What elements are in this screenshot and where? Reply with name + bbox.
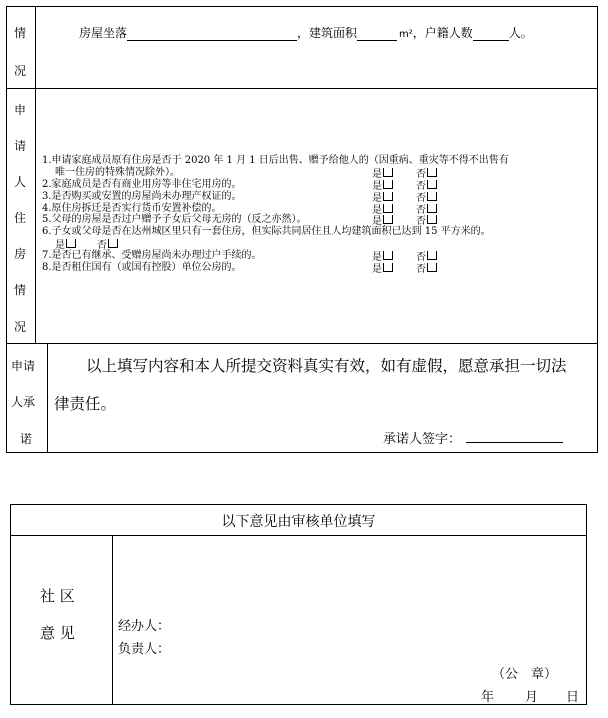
- yes-option[interactable]: 是: [55, 239, 76, 251]
- yes-option[interactable]: 是: [372, 263, 393, 275]
- review-title: 以下意见由审核单位填写: [221, 514, 376, 530]
- section1-label-char: 况: [13, 64, 26, 78]
- yes-checkbox[interactable]: [383, 251, 393, 260]
- table1-divider-label2: [47, 343, 48, 453]
- yes-checkbox[interactable]: [383, 204, 393, 213]
- no-checkbox[interactable]: [427, 204, 437, 213]
- official-seal-label: （公 章）: [492, 667, 558, 682]
- table2-col-divider: [112, 535, 113, 705]
- no-option[interactable]: 否: [416, 168, 437, 180]
- house-location-field[interactable]: [127, 28, 297, 41]
- table1-row-divider-1: [6, 88, 598, 89]
- household-field[interactable]: [473, 28, 509, 41]
- section2-label-char: 请: [13, 139, 26, 153]
- question-text: 1.申请家庭成员原有住房是否于 2020 年 1 月 1 日后出售、赠予给他人的（因重病、重灾等不得不出售有: [42, 155, 509, 166]
- yes-checkbox[interactable]: [66, 239, 76, 248]
- section2-label-char: 住: [13, 211, 26, 225]
- question-text: 5.父母的房屋是否过户赠予子女后父母无房的（反之亦然）。: [42, 214, 307, 225]
- pledge-label-line: 诺: [20, 432, 33, 446]
- yes-option[interactable]: 是: [372, 251, 393, 263]
- section2-label-char: 申: [13, 103, 26, 117]
- table1-divider-label: [35, 6, 36, 343]
- house-location-label: 房屋坐落: [79, 26, 128, 40]
- signature-field[interactable]: [466, 428, 563, 443]
- no-checkbox[interactable]: [427, 251, 437, 260]
- question-text: 2.家庭成员是否有商业用房等非住宅用房的。: [42, 179, 242, 190]
- no-option[interactable]: 否: [416, 204, 437, 216]
- section2-label-char: 房: [13, 247, 26, 261]
- house-info-line: [79, 24, 533, 41]
- section2-label-char: 况: [13, 320, 26, 334]
- community-label: 社 区: [40, 587, 75, 605]
- no-checkbox[interactable]: [427, 215, 437, 224]
- no-option[interactable]: 否: [97, 239, 118, 251]
- area-unit: m²: [399, 29, 413, 40]
- table2-border-top: [10, 504, 587, 505]
- no-checkbox[interactable]: [108, 239, 118, 248]
- no-checkbox[interactable]: [427, 192, 437, 201]
- handler-label: 经办人：: [118, 619, 171, 634]
- opinion-label: 意 见: [40, 624, 75, 642]
- yes-option[interactable]: 是: [372, 204, 393, 216]
- yes-option[interactable]: 是: [372, 168, 393, 180]
- yes-option[interactable]: 是: [372, 215, 393, 227]
- pledge-label-line: 申请: [11, 359, 36, 373]
- table1-border-left: [6, 6, 7, 453]
- date-year-label: 年: [481, 690, 495, 705]
- person-unit: 人。: [508, 26, 533, 40]
- no-option[interactable]: 否: [416, 180, 437, 192]
- date-month-label: 月: [525, 690, 539, 705]
- no-option[interactable]: 否: [416, 251, 437, 263]
- question-text: 6.子女或父母是否在达州城区里只有一套住房，但实际共同居住且人均建筑面积已达到 15 平方米的。: [42, 226, 491, 237]
- area-label: ，建筑面积: [297, 26, 358, 40]
- table1-border-top: [6, 6, 598, 7]
- no-option[interactable]: 否: [416, 215, 437, 227]
- question-text: 4.原住房拆迁是否实行货币安置补偿的。: [42, 203, 222, 214]
- question-text: 8.是否租住国有（或国有控股）单位公房的。: [42, 262, 242, 273]
- table1-border-bottom: [6, 452, 598, 453]
- section2-label-char: 人: [13, 175, 26, 189]
- no-checkbox[interactable]: [427, 263, 437, 272]
- yes-checkbox[interactable]: [383, 168, 393, 177]
- no-checkbox[interactable]: [427, 180, 437, 189]
- section2-label-char: 情: [13, 283, 26, 297]
- yes-option[interactable]: 是: [372, 180, 393, 192]
- responsible-label: 负责人：: [118, 642, 171, 657]
- date-day-label: 日: [566, 690, 580, 705]
- yes-checkbox[interactable]: [383, 215, 393, 224]
- question-text: 唯一住房的特殊情况除外）。: [55, 167, 180, 178]
- question-text: 7.是否已有继承、受赠房屋尚未办理过户手续的。: [42, 250, 262, 261]
- table1-border-right: [597, 6, 598, 453]
- table2-border-bottom: [10, 704, 587, 705]
- area-field[interactable]: [357, 28, 397, 41]
- table1-row-divider-2: [6, 343, 598, 344]
- yes-checkbox[interactable]: [383, 263, 393, 272]
- yes-option[interactable]: 是: [372, 192, 393, 204]
- yes-checkbox[interactable]: [383, 192, 393, 201]
- household-label: ，户籍人数: [412, 26, 473, 40]
- no-option[interactable]: 否: [416, 263, 437, 275]
- no-checkbox[interactable]: [427, 168, 437, 177]
- table2-title-divider: [10, 535, 587, 536]
- question-text: 3.是否购买或安置的房屋尚未办理产权证的。: [42, 191, 242, 202]
- pledge-text: 以上填写内容和本人所提交资料真实有效，如有虚假，愿意承担一切法: [86, 357, 567, 375]
- no-option[interactable]: 否: [416, 192, 437, 204]
- pledge-label-line: 人承: [11, 395, 36, 409]
- yes-checkbox[interactable]: [383, 180, 393, 189]
- section1-label-char: 情: [13, 26, 26, 40]
- pledge-text: 律责任。: [54, 395, 117, 413]
- signature-label: 承诺人签字：: [383, 432, 462, 447]
